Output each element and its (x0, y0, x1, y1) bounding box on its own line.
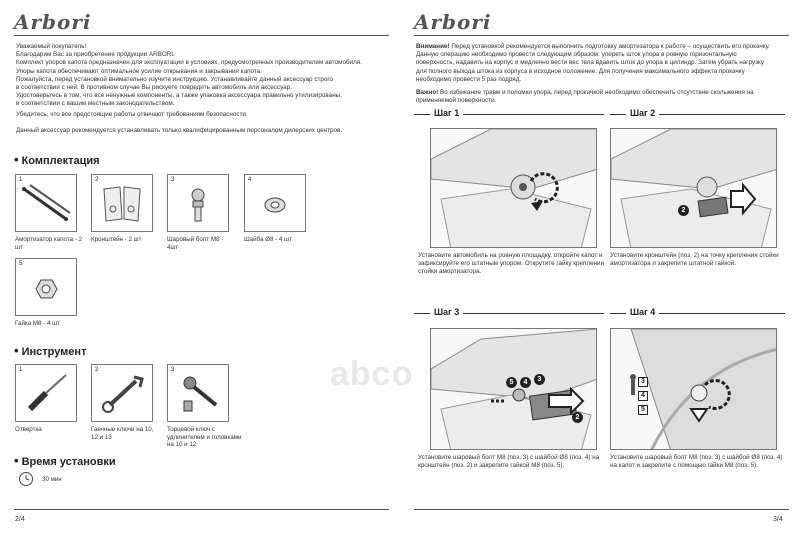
intro-line: в соответствии с ней. В противном случае Вы рискуете повредить автомобиль или аксессуар. (16, 84, 292, 92)
callout-4: 4 (520, 377, 531, 388)
important-text: Важно! Во избежание травм и поломки упора, перед прокачкой необходимо обеспечить отсутствие скольжения на применяемой поверхности. (416, 89, 754, 105)
ball-bolt-icon (168, 175, 228, 231)
callout-2: 2 (678, 205, 689, 216)
tool-label: Торцевой ключ с удлинителем и головками на 10 и 12 (167, 426, 242, 449)
intro-line: Уважаемый покупатель! (16, 43, 87, 50)
step-4-header: Шаг 4 (610, 307, 785, 319)
kit-label: Гайка М8 - 4 шт (15, 320, 60, 327)
intro-text (16, 43, 396, 109)
socket-wrench-icon (168, 365, 228, 421)
dealer-note: Данный аксессуар рекомендуется устанавливать только квалифицированным персоналом дилерских центров. (16, 127, 343, 134)
kit-item-bracket: 2 (91, 174, 153, 232)
intro-line: Комплект упоров капота предназначен для эксплуатации в условиях, предусмотренных производителем автомобиля. (16, 59, 362, 67)
warning-text: Внимание! Перед установкой рекомендуется выполнить подготовку амортизатора к работе – осуществить его прокачку. Данную операцию необходимо провести следующим образом: упереть шток упора в ровную горизонтальную поверхность, надавить на корпус и медленно вести вес тела вдавить шток до упора в цилиндр. Затем убрать нагрузку для полного выхода штока из корпуса в исходное положение. Для получения максимального эффекта прокачку необходимо провести 5 раз подряд. (416, 43, 770, 83)
intro-line: Удостоверьтесь в том, что все ненужные компоненты, а также упаковка аксессуара правильно утилизированы, (16, 92, 342, 100)
callout-2: 2 (572, 412, 583, 423)
page-number: 2/4 (15, 516, 25, 523)
page-number: 3/4 (773, 516, 783, 523)
time-heading: • Время установки (14, 453, 116, 468)
step-3-caption: Установите шаровый болт М8 (поз. 3) с шайбой Ø8 (поз. 4) на кронштейн (поз. 2) и закрепите гайкой М8 (поз. 5). (418, 454, 600, 470)
step-3-image (430, 328, 597, 450)
step-3-header: Шаг 3 (414, 307, 604, 319)
step-1-caption: Установите автомобиль на ровную площадку, откройте капот и зафиксируйте его штатным упором. Открутите гайку крепления стойки амортизатора. (418, 252, 604, 276)
intro-line: Упоры капота обеспечивают оптимальное усилие открывания и закрывания капота. (16, 67, 262, 75)
page-right (400, 0, 800, 533)
footer-rule (414, 509, 789, 510)
nut-icon (16, 259, 76, 315)
callout-4: 4 (638, 391, 648, 401)
install-time: 30 мин (42, 476, 62, 483)
brand-logo: Arbori (414, 10, 492, 34)
step-2-header: Шаг 2 (610, 108, 785, 120)
wrench-icon (92, 365, 152, 421)
tools-heading: • Инструмент (14, 343, 87, 358)
clock-icon (18, 471, 34, 487)
tool-item-screwdriver: 1 (15, 364, 77, 422)
kit-item-ball-bolt: 3 (167, 174, 229, 232)
step-2-image (610, 128, 777, 248)
callout-3: 3 (534, 374, 545, 385)
washer-icon (245, 175, 305, 231)
header-rule (414, 35, 789, 36)
kit-label: Кронштейн - 2 шт (91, 236, 142, 243)
safety-note: Убедитесь, что все предстоящие работы отвечают требованиям безопасности. (16, 111, 248, 118)
step-1-image (430, 128, 597, 248)
watermark: abco (330, 355, 414, 393)
kit-label: Амортизатор капота - 2 шт (15, 236, 83, 251)
intro-line: Пожалуйста, перед установкой внимательно изучите инструкцию. Устанавливайте данный аксессуар строго (16, 75, 334, 83)
tool-item-wrench: 2 (91, 364, 153, 422)
intro-line: Благодарим Вас за приобретение продукции ARBORI. (16, 51, 175, 59)
kit-item-nut: 5 (15, 258, 77, 316)
step-1-header: Шаг 1 (414, 108, 604, 120)
kit-heading: • Комплектация (14, 152, 100, 167)
kit-label: Шайба Ø8 - 4 шт (244, 236, 292, 243)
footer-rule (14, 509, 389, 510)
tool-label: Отвертка (15, 426, 42, 433)
kit-item-shock: 1 (15, 174, 77, 232)
gas-strut-icon (16, 175, 76, 231)
header-rule (14, 35, 389, 36)
tool-item-socket: 3 (167, 364, 229, 422)
step-4-caption: Установите шаровый болт М8 (поз. 3) с шайбой Ø8 (поз. 4) на капот и закрепите с помощью гайки М8 (поз. 5). (610, 454, 783, 470)
kit-label: Шаровый болт М8 - 4шт (167, 236, 224, 251)
screwdriver-icon (16, 365, 76, 421)
kit-item-washer: 4 (244, 174, 306, 232)
bracket-icon (92, 175, 152, 231)
step-4-image (610, 328, 777, 450)
intro-line: в соответствии с вашим местным законодательством. (16, 100, 175, 108)
brand-logo: Arbori (14, 10, 92, 34)
step-2-caption: Установите кронштейн (поз. 2) на точку крепления стойки амортизатора и закрепите штатной гайкой. (610, 252, 779, 268)
callout-5: 5 (638, 405, 648, 415)
callout-3: 3 (638, 377, 648, 387)
tool-label: Гаечные ключи на 10, 12 и 13 (91, 426, 154, 441)
callout-5: 5 (506, 377, 517, 388)
